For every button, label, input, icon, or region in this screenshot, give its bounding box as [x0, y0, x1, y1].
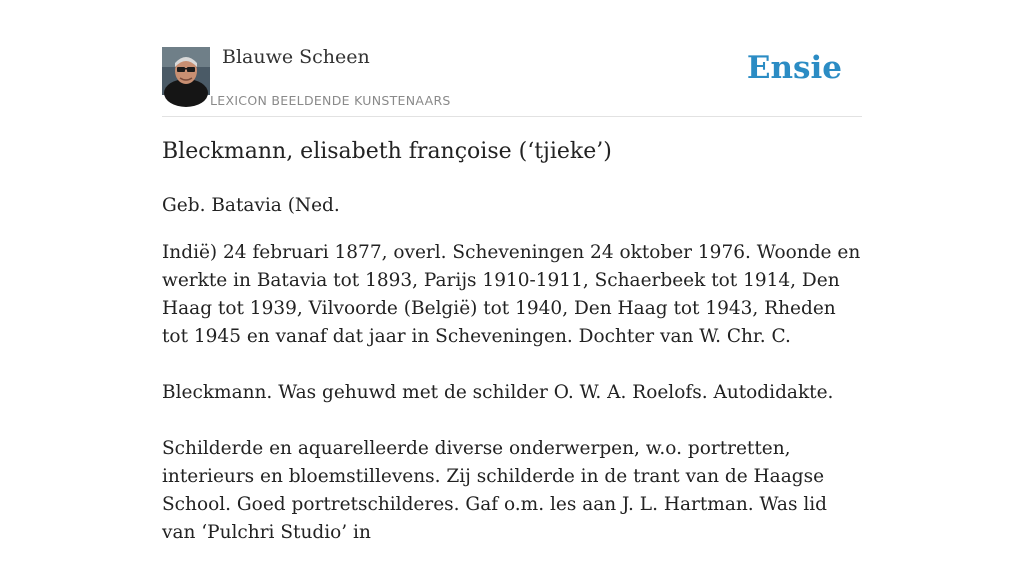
author-name[interactable]: Blauwe Scheen	[222, 46, 370, 68]
article-body	[162, 192, 862, 575]
article-paragraph: Bleckmann. Was gehuwd met de schilder O. W. A. Roelofs. Autodidakte.	[162, 382, 834, 403]
article-paragraph: Indië) 24 februari 1877, overl. Scheveningen 24 oktober 1976. Woonde en werkte in Batavia tot 1893, Parijs 1910-1911, Schaerbeek tot 1914, Den Haag tot 1939, Vilvoorde (België) tot 1940, Den Haag tot 1943, Rheden tot 1945 en vanaf dat jaar in Scheveningen. Dochter van W. Chr. C.	[162, 242, 861, 347]
avatar-portrait-icon	[162, 47, 210, 95]
article-title: Bleckmann, elisabeth françoise (‘tjieke’)	[162, 139, 612, 164]
article-paragraph: Geb. Batavia (Ned.	[162, 195, 340, 216]
page-header	[162, 0, 862, 117]
author-avatar[interactable]	[162, 47, 210, 95]
article-page	[162, 0, 862, 543]
collection-label[interactable]: LEXICON BEELDENDE KUNSTENAARS	[210, 93, 451, 108]
brand-logo[interactable]: Ensie	[746, 50, 842, 86]
article-paragraph: Schilderde en aquarelleerde diverse onderwerpen, w.o. portretten, interieurs en bloemstillevens. Zij schilderde in de trant van de Haagse School. Goed portretschilderes. Gaf o.m. les aan J. L. Hartman. Was lid van ‘Pulchri Studio’ in	[162, 438, 828, 543]
